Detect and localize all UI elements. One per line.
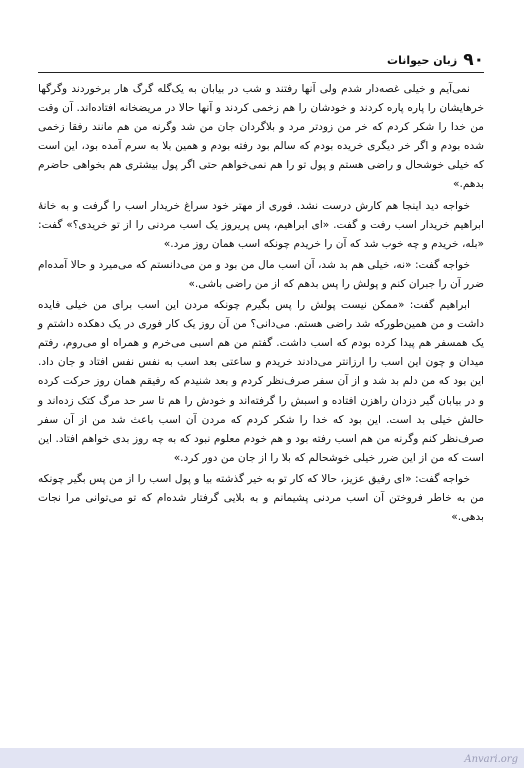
paragraph: خواجه دید اینجا هم کارش درست نشد. فوری از مهتر خود سراغ خریدار اسب را گرفت و به خانهٔ ابراهیم خریدار اسب رفت و گفت. «ای ابراهیم، پس پریروز یک اسب مردنی را از تو خریدی؟» گفت: «بله، خریدم و چه خوب شد که آن را خریدم چونکه اسب همان روز مرد.» xyxy=(38,199,484,250)
paragraph: ابراهیم گفت: «ممکن نیست پولش را پس بگیرم چونکه مردن این اسب برای من خیلی فایده داشت و من همین‌طورکه شد راضی هستم. می‌دانی؟ من آن روز یک کار فوری در یک دهکده داشتم و یک همسفر هم پیدا کرده بودم که اسب داشت. گفتم من هم اسبی می‌خرم و همراه او می‌روم، رفتم میدان و چون این اسب را ارزانتر می‌دادند خریدم و ساعتی بعد اسب به نفس نفس افتاد و جان داد. این بود که من دلم بد شد و از آن سفر صرف‌نظر کردم و بعد شنیدم که رفیقم همان روز حرکت کرده و در بیابان گیر دزدان راهزن افتاده و اسبش را گرفته‌اند و خودش را هم تا سر حد مرگ کتک زده‌اند و حالش خیلی بد است. این بود که خدا را شکر کردم که مردن آن اسب باعث شد من از آن سفر صرف‌نظر کنم وگرنه من هم اسب رفته بود و هم خودم معلوم نبود که به چه روز بدی خواهم افتاد. این است که من از این ضرر خیلی خوشحالم که بلا را از جان من دور کرد.» xyxy=(38,299,484,464)
paragraph: نمی‌آیم و خیلی غصه‌دار شدم ولی آنها رفتند و شب در بیابان به یک‌گله گرگ هار برخوردند وگرگها خرهایشان را پاره پاره کردند و خودشان را هم زخمی کردند و آنها حالا در مریضخانه افتاده‌اند. آن وقت من خدا را شکر کردم که خر من زودتر مرد و بلاگردان جان من شد وگرنه من هم مانند رفقا زخمی شده بودم و اگر خر دیگری خریده بودم که سالم بود رفته بودم و همین بلا به سرم آمده بود، این است که خیلی خوشحال و راضی هستم و پول تو را هم نمی‌خواهم حتی اگر پول بیشتری هم بخواهی حاضرم بدهم.» xyxy=(38,83,484,191)
header-rule xyxy=(38,72,484,73)
page-header xyxy=(38,48,484,70)
paragraph: خواجه گفت: «نه، خیلی هم بد شد، آن اسب مال من بود و من می‌دانستم که می‌میرد و حالا آمده‌ام ضرر آن را جبران کنم و پولش را پس بدهم که از من راضی باشی.» xyxy=(38,258,484,290)
body-text xyxy=(38,80,484,527)
paragraph: خواجه گفت: «ای رفیق عزیز، حالا که کار تو به خیر گذشته بیا و پول اسب را از من پس بگیر چونکه من به خاطر فروختن آن اسب مردنی پشیمانم و به بلایی گرفتار شده‌ام که تو می‌توانی مرا نجات بدهی.» xyxy=(38,472,484,524)
running-title: زبان حیوانات xyxy=(387,54,458,67)
footer-bar xyxy=(0,748,524,768)
watermark: Anvari.org xyxy=(464,754,518,765)
page-number: ۹۰ xyxy=(463,50,484,70)
